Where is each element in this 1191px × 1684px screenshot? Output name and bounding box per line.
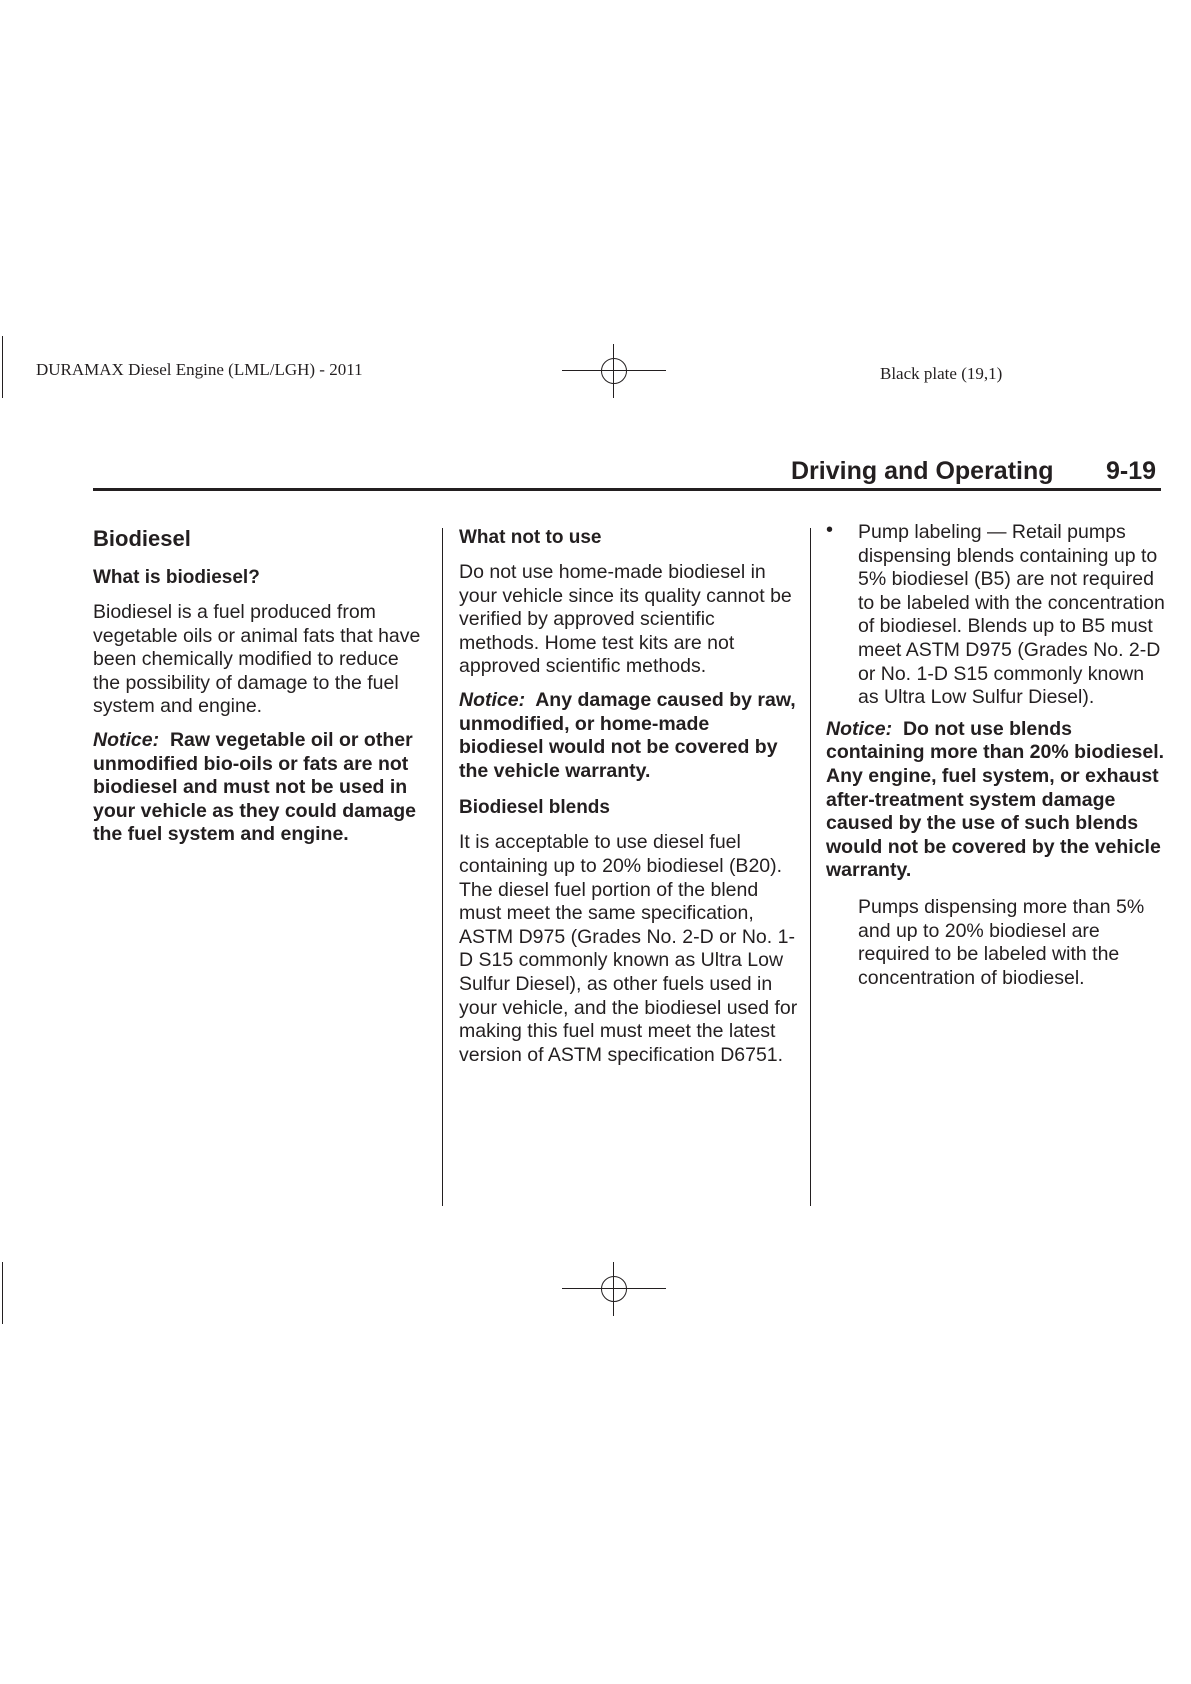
paragraph-definition: Biodiesel is a fuel produced from vegetable oils or animal fats that have been chemically modified to reduce the possibility of damage to the fuel system and engine. [93,601,421,718]
bullet-icon: • [826,519,834,541]
print-header-plate: Black plate (19,1) [880,364,1003,383]
section-heading: Biodiesel [93,526,191,551]
notice-text: Do not use blends containing more than 20% biodiesel. Any engine, fuel system, or exhaust after-treatment system damage caused by the use of such blends would not be covered by the vehicle warranty. [826,717,1165,882]
crop-mark-bottom-left [2,1262,3,1324]
list-item-pump-labeling [826,521,1166,710]
subheading-biodiesel-blends: Biodiesel blends [459,797,610,819]
notice-raw-oil [93,729,429,847]
notice-text: Any damage caused by raw, unmodified, or home-made biodiesel would not be covered by the vehicle warranty. [459,688,796,782]
column-2 [459,526,799,1077]
bullet-text: Pump labeling — Retail pumps dispensing blends containing up to 5% biodiesel (B5) are not required to be labeled with the concentration of biodiesel. Blends up to B5 must meet ASTM D975 (Grades No. 2-D or No. 1-D S15 commonly known as Ultra Low Sulfur Diesel). [858,521,1165,709]
paragraph-blends: It is acceptable to use diesel fuel containing up to 20% biodiesel (B20). The diesel fuel portion of the blend must meet the same specification, ASTM D975 (Grades No. 2-D or No. 1-D S15 commonly known as Ultra Low Sulfur Diesel), as other fuels used in your vehicle, and the biodiesel used for making this fuel must meet the latest version of ASTM specification D6751. [459,831,798,1066]
registration-mark-top [562,344,666,398]
print-header-title: DURAMAX Diesel Engine (LML/LGH) - 2011 [36,360,363,379]
column-divider-2 [810,528,811,1206]
registration-mark-bottom [562,1262,666,1316]
paragraph-pump-labels: Pumps dispensing more than 5% and up to 20% biodiesel are required to be labeled with the concentration of biodiesel. [858,895,1145,989]
notice-blends-over-20 [826,718,1166,883]
notice-label: Notice: [93,728,160,751]
header-rule [93,488,1161,491]
column-divider-1 [442,528,443,1206]
column-1 [93,526,429,860]
notice-label: Notice: [826,717,893,740]
crop-mark-top-left [2,336,3,398]
section-title: Driving and Operating [791,457,1054,485]
subheading-what-is-biodiesel: What is biodiesel? [93,567,260,588]
paragraph-home-made: Do not use home-made biodiesel in your vehicle since its quality cannot be verified by approved scientific methods. Home test kits are not approved scientific methods. [459,561,792,678]
notice-label: Notice: [459,688,526,711]
column-3 [826,521,1166,990]
notice-text: Raw vegetable oil or other unmodified bio-oils or fats are not biodiesel and must not be used in your vehicle as they could damage the fuel system and engine. [93,728,416,846]
subheading-what-not-to-use: What not to use [459,527,602,548]
notice-warranty [459,689,799,783]
page-number: 9-19 [1106,457,1157,485]
